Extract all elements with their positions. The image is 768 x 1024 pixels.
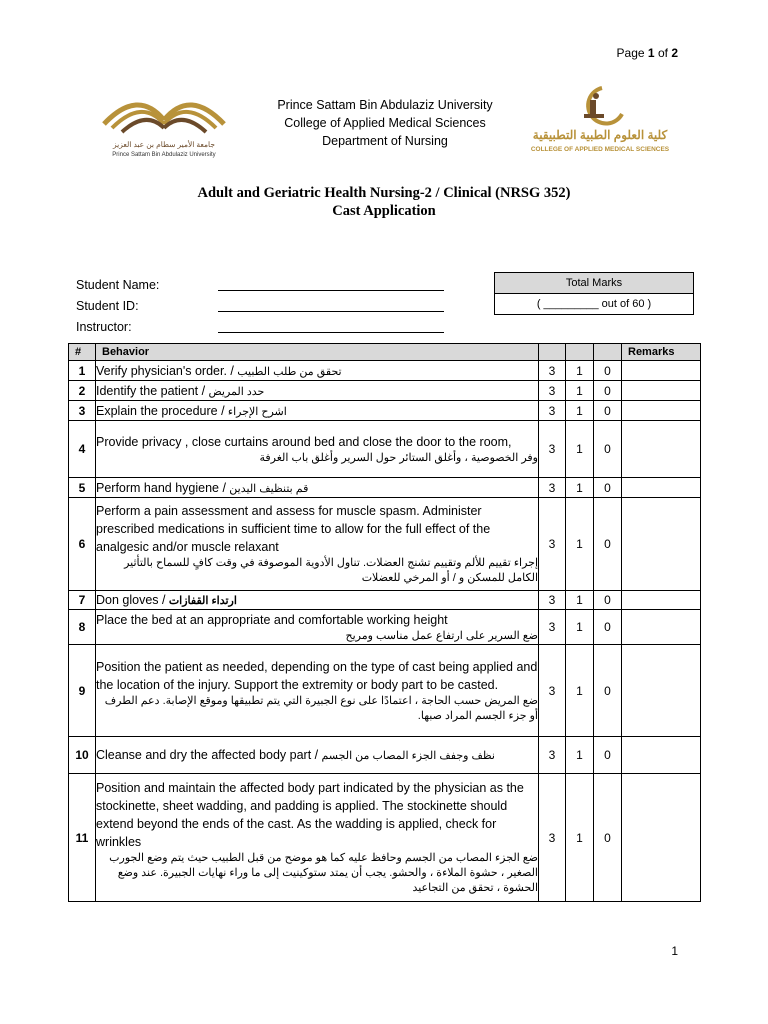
row-number: 3 xyxy=(69,401,96,421)
instructor-label: Instructor: xyxy=(76,319,132,334)
row-number: 7 xyxy=(69,591,96,610)
score-3-cell[interactable]: 3 xyxy=(539,610,566,645)
behavior-english: Verify physician's order. / xyxy=(96,363,234,378)
remarks-cell[interactable] xyxy=(622,401,701,421)
behavior-english: Position and maintain the affected body part indicated by the physician as the stockinette, sheet wadding, and padding is applied. The stockinette should extend beyond the ends of the cast. As the wadding is applied, check for wrinkles xyxy=(96,781,524,849)
table-row xyxy=(69,401,701,421)
total-marks-box xyxy=(494,272,694,315)
university-logo-english: Prince Sattam Bin Abdulaziz University xyxy=(112,152,216,158)
table-row xyxy=(69,381,701,401)
student-name-label: Student Name: xyxy=(76,277,160,292)
row-behavior xyxy=(96,645,539,737)
behavior-english: Perform a pain assessment and assess for muscle spasm. Administer prescribed medications in sufficient time to allow for the full effect of the analgesic and/or muscle relaxant xyxy=(96,504,491,554)
behavior-english: Position the patient as needed, depending on the type of cast being applied and the location of the injury. Support the extremity or body part to be casted. xyxy=(96,659,538,692)
remarks-cell[interactable] xyxy=(622,774,701,902)
row-behavior xyxy=(96,401,539,421)
behavior-arabic: وفر الخصوصية ، وأغلق الستائر حول السرير وأغلق باب الغرفة xyxy=(259,451,538,464)
score-0-cell[interactable]: 0 xyxy=(594,737,622,774)
behavior-arabic: إجراء تقييم للألم وتقييم تشنج العضلات. تناول الأدوية الموصوفة في وقت كافٍ للسماح بالتأثير الكامل للمسكن و / أو المرخي للعضلات xyxy=(124,557,538,584)
course-subtitle: Cast Application xyxy=(332,203,436,219)
score-1-cell[interactable]: 1 xyxy=(566,401,594,421)
student-name-field[interactable] xyxy=(218,278,444,291)
student-info xyxy=(76,274,444,337)
college-name: College of Applied Medical Sciences xyxy=(284,116,486,130)
row-number: 6 xyxy=(69,498,96,591)
score-1-cell[interactable]: 1 xyxy=(566,610,594,645)
header-score-1 xyxy=(566,344,594,361)
behavior-arabic: ارتداء القفازات xyxy=(168,595,237,607)
row-behavior xyxy=(96,610,539,645)
remarks-cell[interactable] xyxy=(622,737,701,774)
header-score-0 xyxy=(594,344,622,361)
table-row xyxy=(69,737,701,774)
score-3-cell[interactable]: 3 xyxy=(539,498,566,591)
page-indicator: Page 1 of 2 xyxy=(616,46,678,60)
row-behavior xyxy=(96,737,539,774)
table-row xyxy=(69,610,701,645)
behavior-arabic: تحقق من طلب الطبيب xyxy=(237,365,342,378)
row-number: 1 xyxy=(69,361,96,381)
behavior-arabic: حدد المريض xyxy=(208,385,265,398)
score-0-cell[interactable]: 0 xyxy=(594,361,622,381)
table-row xyxy=(69,645,701,737)
total-marks-value: ( _________ out of 60 ) xyxy=(536,298,652,310)
remarks-cell[interactable] xyxy=(622,361,701,381)
remarks-cell[interactable] xyxy=(622,381,701,401)
score-0-cell[interactable]: 0 xyxy=(594,401,622,421)
behavior-english: Perform hand hygiene / xyxy=(96,480,226,495)
remarks-cell[interactable] xyxy=(622,478,701,498)
row-number: 2 xyxy=(69,381,96,401)
behavior-arabic: اشرح الإجراء xyxy=(227,405,287,418)
total-marks-header: Total Marks xyxy=(495,273,693,294)
table-row xyxy=(69,774,701,902)
row-behavior xyxy=(96,421,539,478)
score-3-cell[interactable]: 3 xyxy=(539,591,566,610)
header-remarks: Remarks xyxy=(622,344,701,361)
score-3-cell[interactable]: 3 xyxy=(539,645,566,737)
score-1-cell[interactable]: 1 xyxy=(566,421,594,478)
remarks-cell[interactable] xyxy=(622,498,701,591)
score-3-cell[interactable]: 3 xyxy=(539,421,566,478)
table-row xyxy=(69,361,701,381)
remarks-cell[interactable] xyxy=(622,421,701,478)
score-1-cell[interactable]: 1 xyxy=(566,737,594,774)
score-1-cell[interactable]: 1 xyxy=(566,498,594,591)
score-1-cell[interactable]: 1 xyxy=(566,591,594,610)
behavior-english: Provide privacy , close curtains around bed and close the door to the room, xyxy=(96,434,512,449)
score-0-cell[interactable]: 0 xyxy=(594,381,622,401)
score-0-cell[interactable]: 0 xyxy=(594,498,622,591)
score-0-cell[interactable]: 0 xyxy=(594,478,622,498)
table-row xyxy=(69,421,701,478)
row-number: 10 xyxy=(69,737,96,774)
score-1-cell[interactable]: 1 xyxy=(566,774,594,902)
remarks-cell[interactable] xyxy=(622,610,701,645)
score-1-cell[interactable]: 1 xyxy=(566,478,594,498)
college-logo-mark xyxy=(530,84,670,126)
instructor-row xyxy=(76,316,444,337)
behavior-arabic: قم بتنظيف اليدين xyxy=(229,482,309,495)
header-number: # xyxy=(69,344,96,361)
row-behavior xyxy=(96,774,539,902)
course-title-block xyxy=(0,184,768,220)
remarks-cell[interactable] xyxy=(622,645,701,737)
table-row xyxy=(69,478,701,498)
department-name: Department of Nursing xyxy=(322,134,448,148)
college-logo-arabic: كلية العلوم الطبية التطبيقية xyxy=(532,128,668,142)
student-id-label: Student ID: xyxy=(76,298,139,313)
row-number: 9 xyxy=(69,645,96,737)
student-id-row xyxy=(76,295,444,316)
header-score-3 xyxy=(539,344,566,361)
behavior-arabic: ضع السرير على ارتفاع عمل مناسب ومريح xyxy=(345,629,538,642)
behavior-english: Identify the patient / xyxy=(96,383,206,398)
university-logo-arabic: جامعة الأمير سطام بن عبد العزيز xyxy=(113,140,215,149)
score-3-cell[interactable]: 3 xyxy=(539,478,566,498)
behavior-english: Place the bed at an appropriate and comfortable working height xyxy=(96,612,448,627)
university-name: Prince Sattam Bin Abdulaziz University xyxy=(277,98,493,112)
score-0-cell[interactable]: 0 xyxy=(594,774,622,902)
behavior-checklist-table xyxy=(68,343,701,902)
row-number: 8 xyxy=(69,610,96,645)
row-behavior xyxy=(96,381,539,401)
college-logo xyxy=(530,84,670,160)
behavior-english: Explain the procedure / xyxy=(96,403,225,418)
student-id-field[interactable] xyxy=(218,299,444,312)
score-0-cell[interactable]: 0 xyxy=(594,610,622,645)
instructor-field[interactable] xyxy=(218,320,444,333)
university-logo xyxy=(98,80,230,164)
row-behavior xyxy=(96,478,539,498)
behavior-arabic: ضع الجزء المصاب من الجسم وحافظ عليه كما هو موضح من قبل الطبيب حيث يتم وضع الجورب الصغير ، حشوة الملاءة ، والحشو. يجب أن يمتد ستوكينيت إلى ما وراء نهايات الجبيرة. عند وضع الحشوة ، تحقق من التجاعيد xyxy=(109,852,538,894)
score-1-cell[interactable]: 1 xyxy=(566,645,594,737)
behavior-english: Don gloves / xyxy=(96,593,166,607)
header-behavior: Behavior xyxy=(96,344,539,361)
score-3-cell[interactable]: 3 xyxy=(539,737,566,774)
score-0-cell[interactable]: 0 xyxy=(594,645,622,737)
table-header-row xyxy=(69,344,701,361)
row-number: 5 xyxy=(69,478,96,498)
student-name-row xyxy=(76,274,444,295)
remarks-cell[interactable] xyxy=(622,591,701,610)
institution-header xyxy=(230,96,540,150)
table-row xyxy=(69,498,701,591)
course-title: Adult and Geriatric Health Nursing-2 / Clinical (NRSG 352) xyxy=(197,185,571,201)
score-3-cell[interactable]: 3 xyxy=(539,381,566,401)
score-0-cell[interactable]: 0 xyxy=(594,421,622,478)
behavior-english: Cleanse and dry the affected body part / xyxy=(96,748,319,762)
behavior-arabic: ضع المريض حسب الحاجة ، اعتمادًا على نوع الجبيرة التي يتم تطبيقها وموقع الإصابة. دعم الطرف أو جزء الجسم المراد صبها. xyxy=(104,694,538,722)
score-0-cell[interactable]: 0 xyxy=(594,591,622,610)
row-behavior xyxy=(96,591,539,610)
table-row xyxy=(69,591,701,610)
score-3-cell[interactable]: 3 xyxy=(539,361,566,381)
row-behavior xyxy=(96,498,539,591)
score-3-cell[interactable]: 3 xyxy=(539,774,566,902)
college-logo-english: COLLEGE OF APPLIED MEDICAL SCIENCES xyxy=(530,146,670,153)
row-behavior xyxy=(96,361,539,381)
score-3-cell[interactable]: 3 xyxy=(539,401,566,421)
behavior-arabic: نظف وجفف الجزء المصاب من الجسم xyxy=(321,750,495,762)
score-1-cell[interactable]: 1 xyxy=(566,381,594,401)
row-number: 4 xyxy=(69,421,96,478)
row-number: 11 xyxy=(69,774,96,902)
score-1-cell[interactable]: 1 xyxy=(566,361,594,381)
page-footer-number: 1 xyxy=(671,944,678,958)
